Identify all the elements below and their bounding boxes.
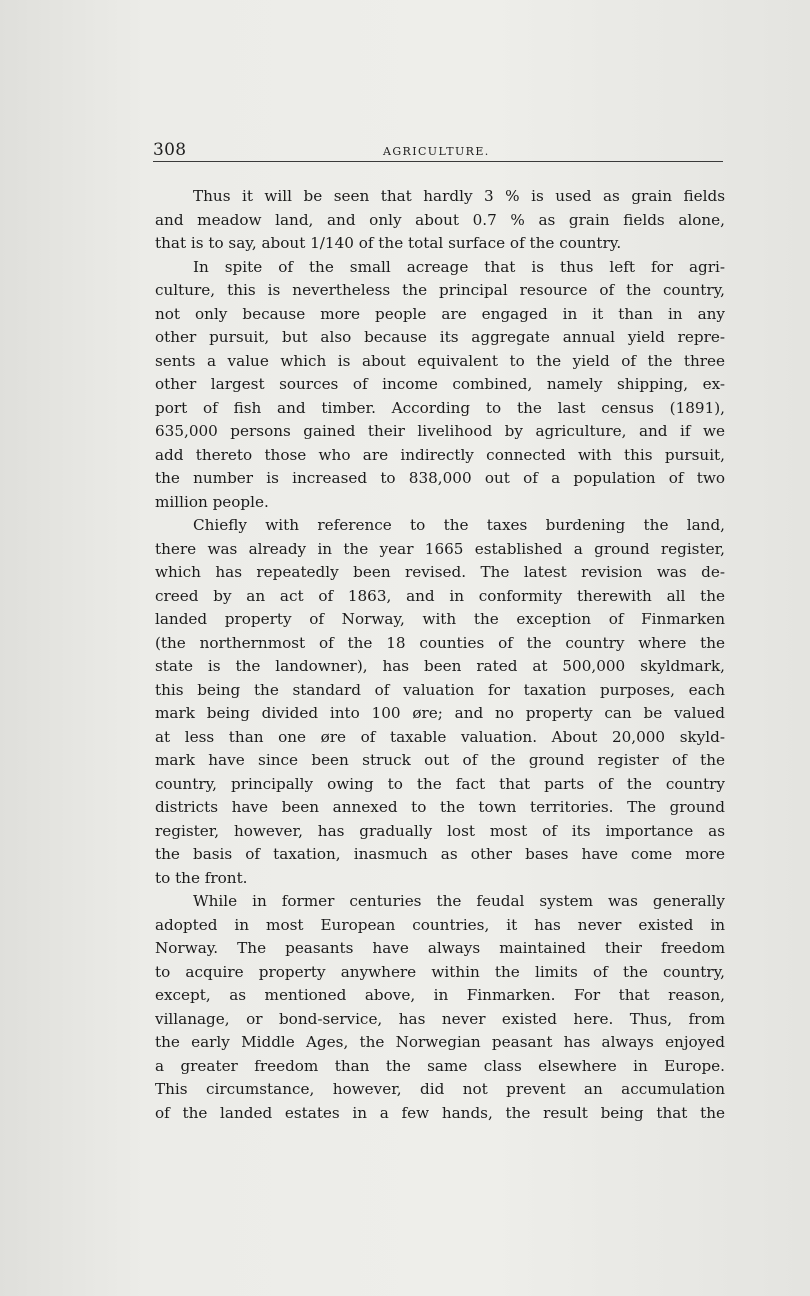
- text-line: Chiefly with reference to the taxes burdening the land,: [193, 516, 725, 534]
- text-line: other pursuit, but also because its aggregate annual yield repre-: [155, 328, 725, 346]
- page-number: 308: [153, 140, 187, 160]
- text-line: Thus it will be seen that hardly 3 % is used as grain fields: [193, 187, 725, 205]
- text-line: that is to say, about 1/140 of the total surface of the country.: [155, 234, 622, 252]
- text-line: In spite of the small acreage that is thus left for agri-: [193, 257, 725, 276]
- text-line: mark have since been struck out of the ground register of the: [155, 751, 725, 769]
- text-line: state is the landowner), has been rated at 500,000 skyldmark,: [155, 657, 725, 675]
- text-line: the early Middle Ages, the Norwegian peasant has always enjoyed: [155, 1033, 725, 1051]
- text-line: of the landed estates in a few hands, the result being that the: [155, 1103, 725, 1122]
- text-line: to acquire property anywhere within the limits of the country,: [155, 962, 725, 981]
- text-line: except, as mentioned above, in Finmarken. For that reason,: [155, 986, 725, 1004]
- text-line: culture, this is nevertheless the principal resource of the country,: [155, 281, 725, 299]
- text-line: port of fish and timber. According to the last census (1891),: [155, 398, 725, 417]
- text-line: million people.: [155, 492, 269, 511]
- text-line: not only because more people are engaged in it than in any: [155, 304, 725, 323]
- text-line: register, however, has gradually lost most of its importance as: [155, 821, 725, 840]
- text-line: at less than one øre of taxable valuation. About 20,000 skyld-: [155, 727, 725, 746]
- text-line: the basis of taxation, inasmuch as other bases have come more: [155, 845, 725, 863]
- text-line: sents a value which is about equivalent to the yield of the three: [155, 351, 725, 370]
- text-line: adopted in most European countries, it has never existed in: [155, 915, 725, 934]
- page-header: [153, 140, 725, 162]
- header-rule: [153, 161, 723, 162]
- text-line: a greater freedom than the same class elsewhere in Europe.: [155, 1056, 725, 1075]
- text-line: there was already in the year 1665 established a ground register,: [155, 539, 725, 558]
- text-line: the number is increased to 838,000 out of a population of two: [155, 469, 725, 487]
- text-line: creed by an act of 1863, and in conformity therewith all the: [155, 586, 725, 605]
- text-line: which has repeatedly been revised. The latest revision was de-: [155, 563, 725, 581]
- text-line: villanage, or bond-service, has never existed here. Thus, from: [155, 1009, 725, 1028]
- body-text: [155, 185, 725, 1125]
- text-line: 635,000 persons gained their livelihood by agriculture, and if we: [155, 422, 725, 440]
- text-line: mark being divided into 100 øre; and no property can be valued: [155, 704, 725, 722]
- text-line: this being the standard of valuation for taxation purposes, each: [155, 680, 725, 699]
- text-line: While in former centuries the feudal system was generally: [193, 892, 725, 910]
- text-line: landed property of Norway, with the exception of Finmarken: [155, 610, 725, 628]
- text-line: (the northernmost of the 18 counties of the country where the: [155, 633, 725, 652]
- running-head: AGRICULTURE.: [383, 145, 490, 158]
- text-line: Norway. The peasants have always maintained their freedom: [155, 939, 725, 957]
- text-line: districts have been annexed to the town territories. The ground: [155, 798, 725, 816]
- text-line: add thereto those who are indirectly connected with this pursuit,: [155, 445, 725, 464]
- text-line: other largest sources of income combined, namely shipping, ex-: [155, 375, 725, 393]
- text-line: to the front.: [155, 868, 248, 887]
- text-line: and meadow land, and only about 0.7 % as grain fields alone,: [155, 210, 725, 229]
- text-line: country, principally owing to the fact that parts of the country: [155, 774, 725, 793]
- text-line: This circumstance, however, did not prevent an accumulation: [155, 1080, 725, 1098]
